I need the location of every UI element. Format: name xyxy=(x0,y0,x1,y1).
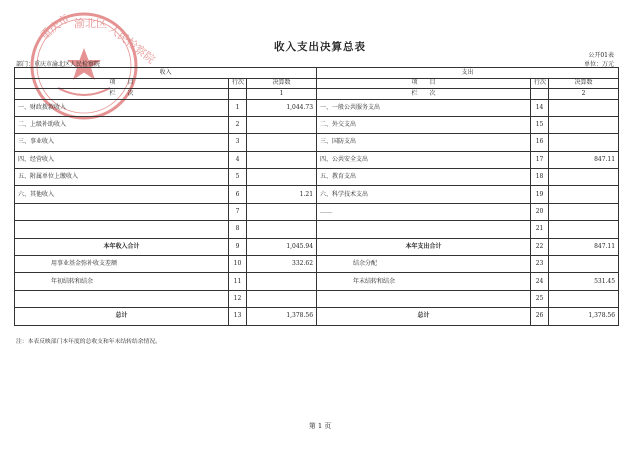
expense-item: 六、科学技术支出 xyxy=(317,186,531,203)
expense-amount: 847.11 xyxy=(549,151,619,168)
income-amount xyxy=(247,134,317,151)
expense-item: 年末结转和结余 xyxy=(317,273,531,290)
expense-amount: 531.45 xyxy=(549,273,619,290)
income-item: 三、事业收入 xyxy=(15,134,229,151)
income-expense-table xyxy=(14,67,619,326)
svg-text:渝北区: 渝北区 xyxy=(74,17,107,30)
expense-item: 二、外交支出 xyxy=(317,116,531,133)
expense-line: 19 xyxy=(531,186,549,203)
page-number: 第 1 页 xyxy=(308,422,332,430)
department-label: 部门：重庆市渝北区人民检察院 xyxy=(16,61,101,68)
expense-line-header: 行次 xyxy=(531,78,549,89)
table-cell: 22 xyxy=(531,238,549,255)
income-amount xyxy=(247,203,317,220)
income-line: 4 xyxy=(229,151,247,168)
expense-amount xyxy=(549,203,619,220)
expense-item xyxy=(317,290,531,307)
expense-year-total-label: 本年支出合计 xyxy=(317,238,531,255)
income-line: 3 xyxy=(229,134,247,151)
expense-item: 五、教育支出 xyxy=(317,169,531,186)
income-item: 四、经营收入 xyxy=(15,151,229,168)
income-item xyxy=(15,221,229,238)
income-item: 年初结转和结余 xyxy=(15,273,229,290)
income-amount xyxy=(247,273,317,290)
income-column-label: 栏 次 xyxy=(15,89,229,100)
table-cell: 26 xyxy=(531,308,549,325)
expense-line: 15 xyxy=(531,116,549,133)
income-grand-total-label: 总计 xyxy=(15,308,229,325)
expense-line: 18 xyxy=(531,169,549,186)
footnote: 注：本表反映部门本年度的总收支和年末结转结余情况。 xyxy=(16,339,161,345)
expense-amount xyxy=(549,169,619,186)
expense-line: 21 xyxy=(531,221,549,238)
income-amount xyxy=(247,221,317,238)
unit-label: 单位：万元 xyxy=(583,61,614,68)
income-amount xyxy=(247,290,317,307)
table-row xyxy=(15,186,619,203)
income-line: 7 xyxy=(229,203,247,220)
expense-line: 20 xyxy=(531,203,549,220)
table-row xyxy=(15,169,619,186)
income-item xyxy=(15,203,229,220)
expense-line: 23 xyxy=(531,256,549,273)
table-row xyxy=(15,116,619,133)
report-title: 收入支出决算总表 xyxy=(274,41,366,53)
table-row xyxy=(15,273,619,290)
table-row xyxy=(15,134,619,151)
table-cell: 13 xyxy=(229,308,247,325)
income-header: 收入 xyxy=(15,68,317,79)
income-line: 12 xyxy=(229,290,247,307)
income-line: 1 xyxy=(229,99,247,116)
expense-amount xyxy=(549,221,619,238)
expense-grand-total-value: 1,378.56 xyxy=(549,308,619,325)
table-row xyxy=(15,203,619,220)
income-line: 10 xyxy=(229,256,247,273)
expense-grand-total-label: 总计 xyxy=(317,308,531,325)
expense-item-header: 项 目 xyxy=(317,78,531,89)
income-item-header: 项 目 xyxy=(15,78,229,89)
expense-amount xyxy=(549,186,619,203)
income-item: 用事业基金弥补收支差额 xyxy=(15,256,229,273)
income-line: 8 xyxy=(229,221,247,238)
expense-header: 支出 xyxy=(317,68,619,79)
income-year-total-value: 1,045.94 xyxy=(247,238,317,255)
table-row xyxy=(15,151,619,168)
expense-amount xyxy=(549,256,619,273)
table-row xyxy=(15,290,619,307)
svg-text:重庆市: 重庆市 xyxy=(37,11,72,43)
income-amount xyxy=(247,116,317,133)
expense-amount xyxy=(549,116,619,133)
income-item: 五、附属单位上缴收入 xyxy=(15,169,229,186)
svg-text:人民检察院: 人民检察院 xyxy=(106,22,158,67)
income-amount-header: 决算数 xyxy=(247,78,317,89)
expense-item: …… xyxy=(317,203,531,220)
table-row xyxy=(15,99,619,116)
income-amount: 1.21 xyxy=(247,186,317,203)
expense-item: 一、一般公共服务支出 xyxy=(317,99,531,116)
income-item: 二、上级补助收入 xyxy=(15,116,229,133)
expense-line: 14 xyxy=(531,99,549,116)
expense-item: 结余分配 xyxy=(317,256,531,273)
expense-item: 三、国防支出 xyxy=(317,134,531,151)
expense-item xyxy=(317,221,531,238)
table-row xyxy=(15,221,619,238)
table-row xyxy=(15,256,619,273)
expense-amount-header: 决算数 xyxy=(549,78,619,89)
income-amount xyxy=(247,151,317,168)
table-cell: 9 xyxy=(229,238,247,255)
income-year-total-label: 本年收入合计 xyxy=(15,238,229,255)
expense-line: 17 xyxy=(531,151,549,168)
expense-column-label: 栏 次 xyxy=(317,89,531,100)
income-item: 一、财政拨款收入 xyxy=(15,99,229,116)
income-line-header: 行次 xyxy=(229,78,247,89)
form-code: 公开01表 xyxy=(588,52,614,59)
income-item: 六、其他收入 xyxy=(15,186,229,203)
income-item xyxy=(15,290,229,307)
income-column-number: 1 xyxy=(247,89,317,100)
expense-amount xyxy=(549,290,619,307)
expense-amount xyxy=(549,99,619,116)
income-amount xyxy=(247,169,317,186)
income-amount: 332.62 xyxy=(247,256,317,273)
expense-item: 四、公共安全支出 xyxy=(317,151,531,168)
income-line: 11 xyxy=(229,273,247,290)
expense-column-number: 2 xyxy=(549,89,619,100)
income-line: 5 xyxy=(229,169,247,186)
expense-line: 25 xyxy=(531,290,549,307)
income-line: 2 xyxy=(229,116,247,133)
expense-line: 24 xyxy=(531,273,549,290)
expense-amount xyxy=(549,134,619,151)
expense-year-total-value: 847.11 xyxy=(549,238,619,255)
income-grand-total-value: 1,378.56 xyxy=(247,308,317,325)
expense-line: 16 xyxy=(531,134,549,151)
income-amount: 1,044.73 xyxy=(247,99,317,116)
income-line: 6 xyxy=(229,186,247,203)
